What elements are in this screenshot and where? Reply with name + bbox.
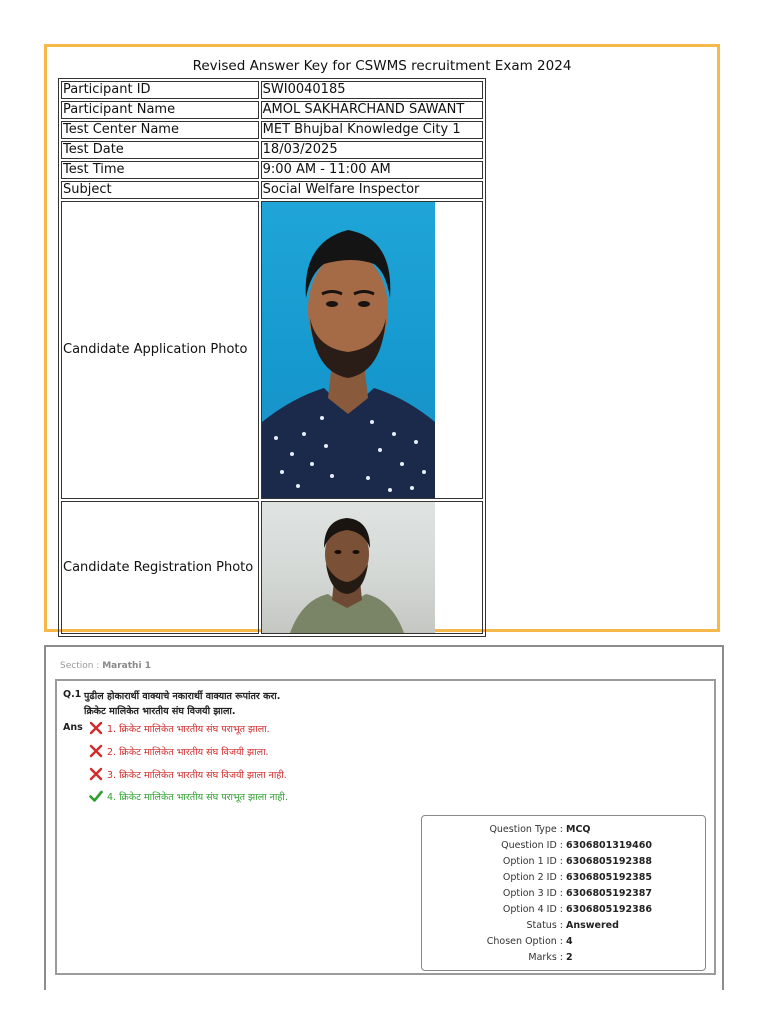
test-time-label: Test Time — [61, 161, 259, 179]
application-photo-label: Candidate Application Photo — [61, 201, 259, 499]
status-value: Answered — [566, 920, 619, 931]
subject-label: Subject — [61, 181, 259, 199]
section-name: Marathi 1 — [102, 661, 151, 671]
question-type-value: MCQ — [566, 824, 591, 835]
person-portrait-icon — [262, 202, 435, 498]
participant-name-label: Participant Name — [61, 101, 259, 119]
answer-key-card — [44, 44, 720, 632]
table-row — [61, 181, 483, 199]
test-date-value: 18/03/2025 — [261, 141, 483, 159]
table-row — [61, 201, 483, 499]
table-row — [61, 101, 483, 119]
question-number: Q.1 — [63, 689, 82, 700]
cross-icon — [89, 744, 103, 758]
option-3: 3. क्रिकेट मालिकेत भारतीय संघ विजयी झाला नाही. — [89, 767, 287, 781]
cross-icon — [89, 767, 103, 781]
test-center-value: MET Bhujbal Knowledge City 1 — [261, 121, 483, 139]
registration-photo-label: Candidate Registration Photo — [61, 501, 259, 634]
table-row — [61, 81, 483, 99]
option-3-id-value: 6306805192387 — [566, 888, 652, 899]
option-1: 1. क्रिकेट मालिकेत भारतीय संघ पराभूत झाला. — [89, 721, 270, 735]
marks-value: 2 — [566, 952, 573, 963]
table-row — [61, 161, 483, 179]
option-4: 4. क्रिकेट मालिकेत भारतीय संघ पराभूत झाला नाही. — [89, 789, 288, 803]
participant-id-value: SWI0040185 — [261, 81, 483, 99]
table-row — [61, 141, 483, 159]
table-row — [61, 121, 483, 139]
test-date-label: Test Date — [61, 141, 259, 159]
participant-info-table — [58, 78, 486, 637]
application-photo — [262, 202, 435, 498]
option-2-id-value: 6306805192385 — [566, 872, 652, 883]
answer-label: Ans — [63, 722, 83, 733]
option-2: 2. क्रिकेट मालिकेत भारतीय संघ विजयी झाला. — [89, 744, 269, 758]
answer-key-title: Revised Answer Key for CSWMS recruitment Exam 2024 — [192, 58, 572, 74]
question-text: पुढील होकारार्थी वाक्याचे नकारार्थी वाक्यात रूपांतर करा. क्रिकेट मालिकेत भारतीय संघ विजयी झाला. — [84, 691, 281, 717]
chosen-option-value: 4 — [566, 936, 573, 947]
subject-value: Social Welfare Inspector — [261, 181, 483, 199]
question-box — [55, 679, 716, 975]
check-icon — [89, 789, 103, 803]
person-portrait-icon — [262, 502, 435, 633]
participant-name-value: AMOL SAKHARCHAND SAWANT — [261, 101, 483, 119]
cross-icon — [89, 721, 103, 735]
table-row — [61, 501, 483, 634]
test-center-label: Test Center Name — [61, 121, 259, 139]
option-1-id-value: 6306805192388 — [566, 856, 652, 867]
registration-photo — [262, 502, 435, 633]
test-time-value: 9:00 AM - 11:00 AM — [261, 161, 483, 179]
option-4-id-value: 6306805192386 — [566, 904, 652, 915]
section-label: Section : Marathi 1 — [60, 661, 151, 671]
participant-id-label: Participant ID — [61, 81, 259, 99]
question-card — [44, 645, 724, 990]
question-id-value: 6306801319460 — [566, 840, 652, 851]
question-meta-panel: Question Type : MCQ Question ID : 6306801319460 Option 1 ID : 6306805192388 Option 2 ID : 6306805192385 Option 3 ID : 6306805192387 Option 4 ID : 6306805192386 Status : Answered Chosen Option : 4 Marks : 2 — [421, 815, 706, 971]
